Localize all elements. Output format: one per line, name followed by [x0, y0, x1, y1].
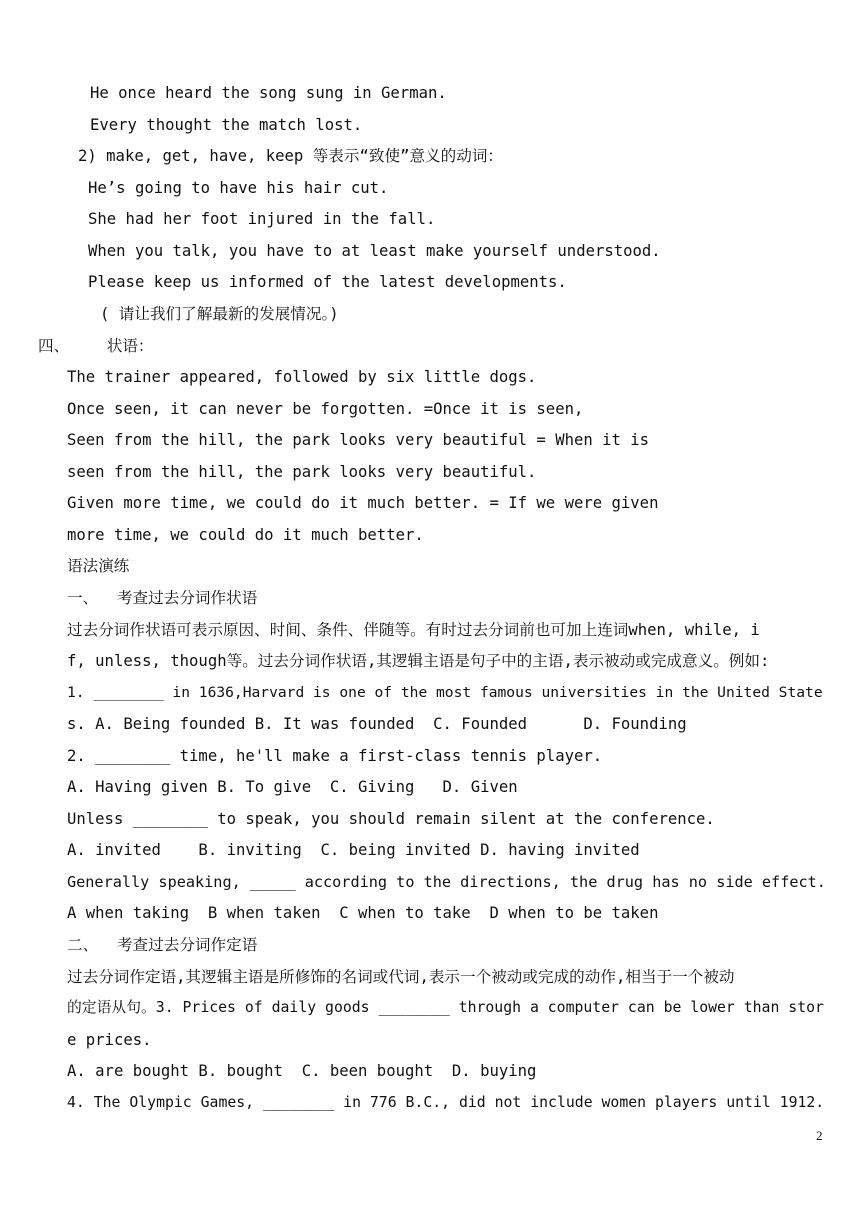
text-line: Please keep us informed of the latest developments. [88, 273, 567, 291]
text-line: 过去分词作定语,其逻辑主语是所修饰的名词或代词,表示一个被动或完成的动作,相当于一个被动 [67, 968, 735, 986]
question-line: 2. ________ time, he'll make a first-class tennis player. [67, 747, 603, 765]
question-line: 4. The Olympic Games, ________ in 776 B.C., did not include women players until 1912. [67, 1094, 825, 1111]
question-line: 的定语从句。3. Prices of daily goods ________ through a computer can be lower than stor [67, 999, 824, 1016]
question-line: e prices. [67, 1031, 152, 1049]
section-heading: 二、 考查过去分词作定语 [67, 936, 258, 954]
section-heading: 语法演练 [67, 557, 130, 575]
answer-options: A when taking B when taken C when to take D when to be taken [67, 904, 659, 922]
page-number: 2 [816, 1128, 823, 1143]
question-line: Generally speaking, _____ according to the directions, the drug has no side effect. [67, 873, 826, 891]
section-heading: 四、 状语： [38, 337, 154, 355]
answer-options: A. are bought B. bought C. been bought D. buying [67, 1062, 537, 1080]
section-heading: 一、 考查过去分词作状语 [67, 589, 258, 607]
text-line: When you talk, you have to at least make yourself understood. [88, 242, 661, 260]
text-line: The trainer appeared, followed by six little dogs. [67, 368, 537, 386]
text-line: seen from the hill, the park looks very beautiful. [67, 463, 537, 481]
text-line: He once heard the song sung in German. [90, 84, 447, 102]
text-line: 2) make, get, have, keep 等表示“致使”意义的动词： [78, 147, 504, 165]
text-line: f, unless, though等。过去分词作状语,其逻辑主语是句子中的主语,表示被动或完成意义。例如: [67, 652, 770, 670]
text-line: She had her foot injured in the fall. [88, 210, 436, 228]
text-line: 过去分词作状语可表示原因、时间、条件、伴随等。有时过去分词前也可加上连词when, while, i [67, 621, 760, 639]
text-line: Once seen, it can never be forgotten. =Once it is seen, [67, 400, 584, 418]
answer-options: A. Having given B. To give C. Giving D. Given [67, 778, 518, 796]
text-line: more time, we could do it much better. [67, 526, 424, 544]
answer-options: s. A. Being founded B. It was founded C. Founded D. Founding [67, 715, 687, 733]
question-line: 1. ________ in 1636,Harvard is one of the most famous universities in the United State [67, 684, 823, 701]
text-line: Every thought the match lost. [90, 116, 363, 134]
text-line: ( 请让我们了解最新的发展情况。) [100, 305, 339, 323]
text-line: He’s going to have his hair cut. [88, 179, 389, 197]
question-line: Unless ________ to speak, you should remain silent at the conference. [67, 810, 715, 828]
text-line: Seen from the hill, the park looks very beautiful = When it is [67, 431, 650, 449]
text-line: Given more time, we could do it much better. = If we were given [67, 494, 659, 512]
answer-options: A. invited B. inviting C. being invited D. having invited [67, 841, 640, 859]
